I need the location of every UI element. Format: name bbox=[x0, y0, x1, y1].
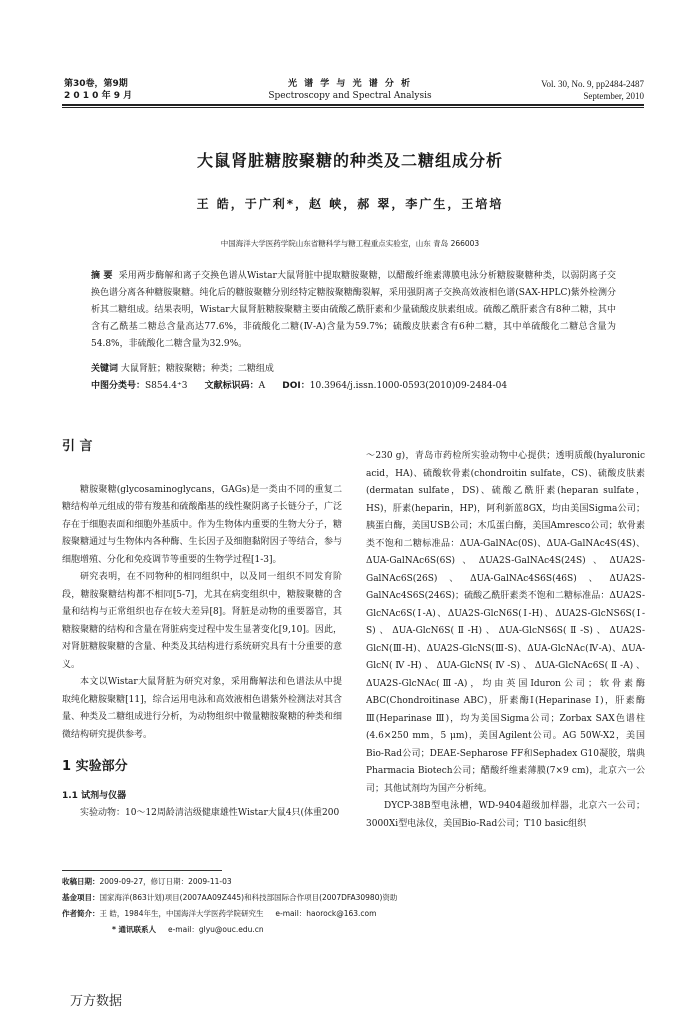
right-column bbox=[366, 448, 645, 860]
left-column bbox=[62, 438, 342, 823]
received-dates: 2009-09-27，修订日期：2009-11-03 bbox=[99, 877, 232, 886]
journal-pages: Vol. 30, No. 9, pp2484-2487 bbox=[541, 79, 644, 89]
fund-label: 基金项目： bbox=[62, 893, 100, 902]
keywords bbox=[91, 363, 616, 376]
clc-number: S854.4⁺3 bbox=[145, 381, 188, 391]
doi-value: 10.3964/j.issn.1000-0593(2010)09-2484-04 bbox=[309, 381, 508, 391]
intro-heading: 引 言 bbox=[62, 439, 93, 454]
abstract bbox=[91, 268, 616, 353]
author-bio: 王 皓，1984年生，中国海洋大学医药学院研究生 bbox=[99, 909, 264, 918]
intro-paragraph-2: 研究表明，在不同物种的相同组织中，以及同一组织不同发育阶段，糖胺聚糖结构都不相同[5-7]，尤其在病变组织中，糖胺聚糖的含量和结构与正常组织也存在较大差异[8]。肾脏是动物的重要器官，其糖胺聚糖的结构和含量在肾脏病变过程中发生显著变化[9,10]。因此，对肾脏糖胺聚糖的含量、种类及其结构进行系统研究具有十分重要的意义。 bbox=[62, 572, 342, 670]
author-email: e-mail：haorock@163.com bbox=[275, 909, 377, 918]
doi-label: DOI： bbox=[282, 381, 310, 391]
journal-date: 2 0 1 0 年 9 月 bbox=[64, 91, 133, 101]
header-rule bbox=[62, 104, 644, 106]
footnote-author bbox=[62, 908, 652, 920]
abstract-text: 采用两步酶解和离子交换色谱从Wistar大鼠肾脏中提取糖胺聚糖，以醋酸纤维素薄膜电泳分析糖胺聚糖种类，以弱阴离子交换色谱分离各种糖胺聚糖。纯化后的糖胺聚糖分别经特定糖胺聚糖酶裂解，采用强阴离子交换高效液相色谱(SAX-HPLC)紫外检测分析其二糖组成。结果表明，Wistar大鼠肾脏糖胺聚糖主要由硫酸乙酰肝素和少量硫酸皮肤素组成。硫酸乙酰肝素含有8种二糖，其中含有乙酰基二糖总含量高达77.6%，非硫酸化二糖(Ⅳ-A)含量为59.7%；硫酸皮肤素含有6种二糖，其中单硫酸化二糖总含量为54.8%，非硫酸化二糖含量为32.9%。 bbox=[91, 271, 616, 349]
affiliation: 中国海洋大学医药学院山东省糖科学与糖工程重点实验室，山东 青岛 266003 bbox=[220, 239, 480, 248]
footnote-rule bbox=[62, 870, 222, 871]
materials-paragraph-continued bbox=[366, 448, 645, 798]
footnote-received bbox=[62, 876, 652, 888]
keywords-text: 大鼠肾脏；糖胺聚糖；种类；二糖组成 bbox=[120, 364, 274, 374]
received-label: 收稿日期： bbox=[62, 877, 100, 886]
corresponding-label: * 通讯联系人 bbox=[112, 925, 157, 934]
materials-heading: 1.1 试剂与仪器 bbox=[62, 790, 127, 801]
journal-name-en: Spectroscopy and Spectral Analysis bbox=[268, 91, 432, 101]
footnote-fund bbox=[62, 892, 652, 904]
doc-code-label: 文献标识码： bbox=[204, 381, 259, 391]
clc-label: 中图分类号： bbox=[91, 381, 146, 391]
journal-month: September, 2010 bbox=[583, 91, 644, 101]
fund-text: 国家海洋(863计划)项目(2007AA09Z445)和科技部国际合作项目(2007DFA30980)资助 bbox=[99, 893, 398, 902]
journal-citation bbox=[541, 78, 644, 102]
journal-name-cn: 光 谱 学 与 光 谱 分 析 bbox=[288, 79, 412, 89]
materials-paragraph-start: 实验动物：10～12周龄清洁级健康雄性Wistar大鼠4只(体重200 bbox=[80, 808, 340, 818]
corresponding-email: e-mail：glyu@ouc.edu.cn bbox=[167, 925, 264, 934]
database-watermark: 万方数据 bbox=[70, 994, 123, 1009]
paper-title: 大鼠肾脏糖胺聚糖的种类及二糖组成分析 bbox=[196, 151, 503, 170]
abstract-label: 摘 要 bbox=[91, 271, 113, 281]
journal-volume: 第30卷，第9期 bbox=[64, 79, 128, 89]
footnote-corresponding bbox=[62, 924, 652, 936]
instruments-paragraph: DYCP-38B型电泳槽，WD-9404超级加样器，北京六一公司；3000Xi型电泳仪，美国Bio-Rad公司；T10 basic组织 bbox=[366, 801, 645, 829]
experimental-heading: 1 实验部分 bbox=[62, 759, 128, 774]
intro-paragraph-3: 本文以Wistar大鼠肾脏为研究对象，采用酶解法和色谱法从中提取纯化糖胺聚糖[11]，综合运用电泳和高效液相色谱紫外检测法对其含量、种类及二糖组成进行分析，为动物组织中微量糖胺聚糖的种类和细微结构研究提供参考。 bbox=[62, 677, 342, 740]
classification-line bbox=[91, 380, 616, 393]
doc-code: A bbox=[258, 381, 266, 391]
materials-paragraph-text: ～230 g)，青岛市药检所实验动物中心提供；透明质酸(hyaluronic acid，HA)、硫酸软骨素(chondroitin sulfate，CS)、硫酸皮肤素(dermatan sulfate，DS)、硫酸乙酰肝素(heparan sulfate，HS)，肝素(heparin，HP)，阿利新蓝8GX，均由美国Sigma公司；胰蛋白酶，美国USB公司；木瓜蛋白酶，美国Amresco公司；软骨素类不饱和二糖标准品：ΔUA-GalNAc(0S)、ΔUA-GalNAc4S(4S)、ΔUA-GalNAc6S(6S)、ΔUA2S-GalNAc4S(24S)、ΔUA2S-GalNAc6S(26S)、ΔUA-GalNAc4S6S(46S)、ΔUA2S-GalNAc4S6S(246S)；硫酸乙酰肝素类不饱和二糖标准品：ΔUA2S-GlcNAc6S(Ⅰ-A)、ΔUA2S-GlcN6S(Ⅰ-H)、ΔUA2S-GlcNS6S(Ⅰ-S)、ΔUA-GlcN6S(Ⅱ-H)、ΔUA-GlcNS6S(Ⅱ-S)、ΔUA2S-GlcN(Ⅲ-H)、ΔUA2S-GlcNS(Ⅲ-S)、ΔUA-GlcNAc(Ⅳ-A)、ΔUA-GlcN(Ⅳ-H)、ΔUA-GlcNS(Ⅳ-S)、ΔUA-GlcNAc6S(Ⅱ-A)、ΔUA2S-GlcNAc(Ⅲ-A)，均由英国Iduron公司；软骨素酶ABC(Chondroitinase ABC)，肝素酶Ⅰ(Heparinase Ⅰ)，肝素酶Ⅲ(Heparinase Ⅲ)，均为美国Sigma公司；Zorbax SAX色谱柱(4.6×250 mm，5 μm)，美国Agilent公司。AG 50W-X2，美国Bio-Rad公司；DEAE-Sepharose FF和Sephadex G10凝胶，瑞典Pharmacia Biotech公司；醋酸纤维素薄膜(7×9 cm)，北京六一公司；其他试剂均为国产分析纯。 bbox=[366, 451, 645, 794]
intro-paragraph-1: 糖胺聚糖(glycosaminoglycans，GAGs)是一类由不同的重复二糖结构单元组成的带有羧基和硫酸酯基的线性聚阴离子长链分子，广泛存在于细胞表面和细胞外基质中。作为生物体内重要的生物大分子，糖胺聚糖通过与生物体内各种酶、生长因子及细胞黏附因子等结合，参与细胞增殖、分化和免疫调节等重要的生物学过程[1-3]。 bbox=[62, 484, 342, 565]
keywords-label: 关键词 bbox=[91, 364, 119, 374]
header-rule-thin bbox=[62, 107, 644, 108]
author-list: 王 皓，于广利*，赵 峡，郝 翠，李广生，王培培 bbox=[196, 197, 504, 211]
author-bio-label: 作者简介： bbox=[62, 909, 100, 918]
